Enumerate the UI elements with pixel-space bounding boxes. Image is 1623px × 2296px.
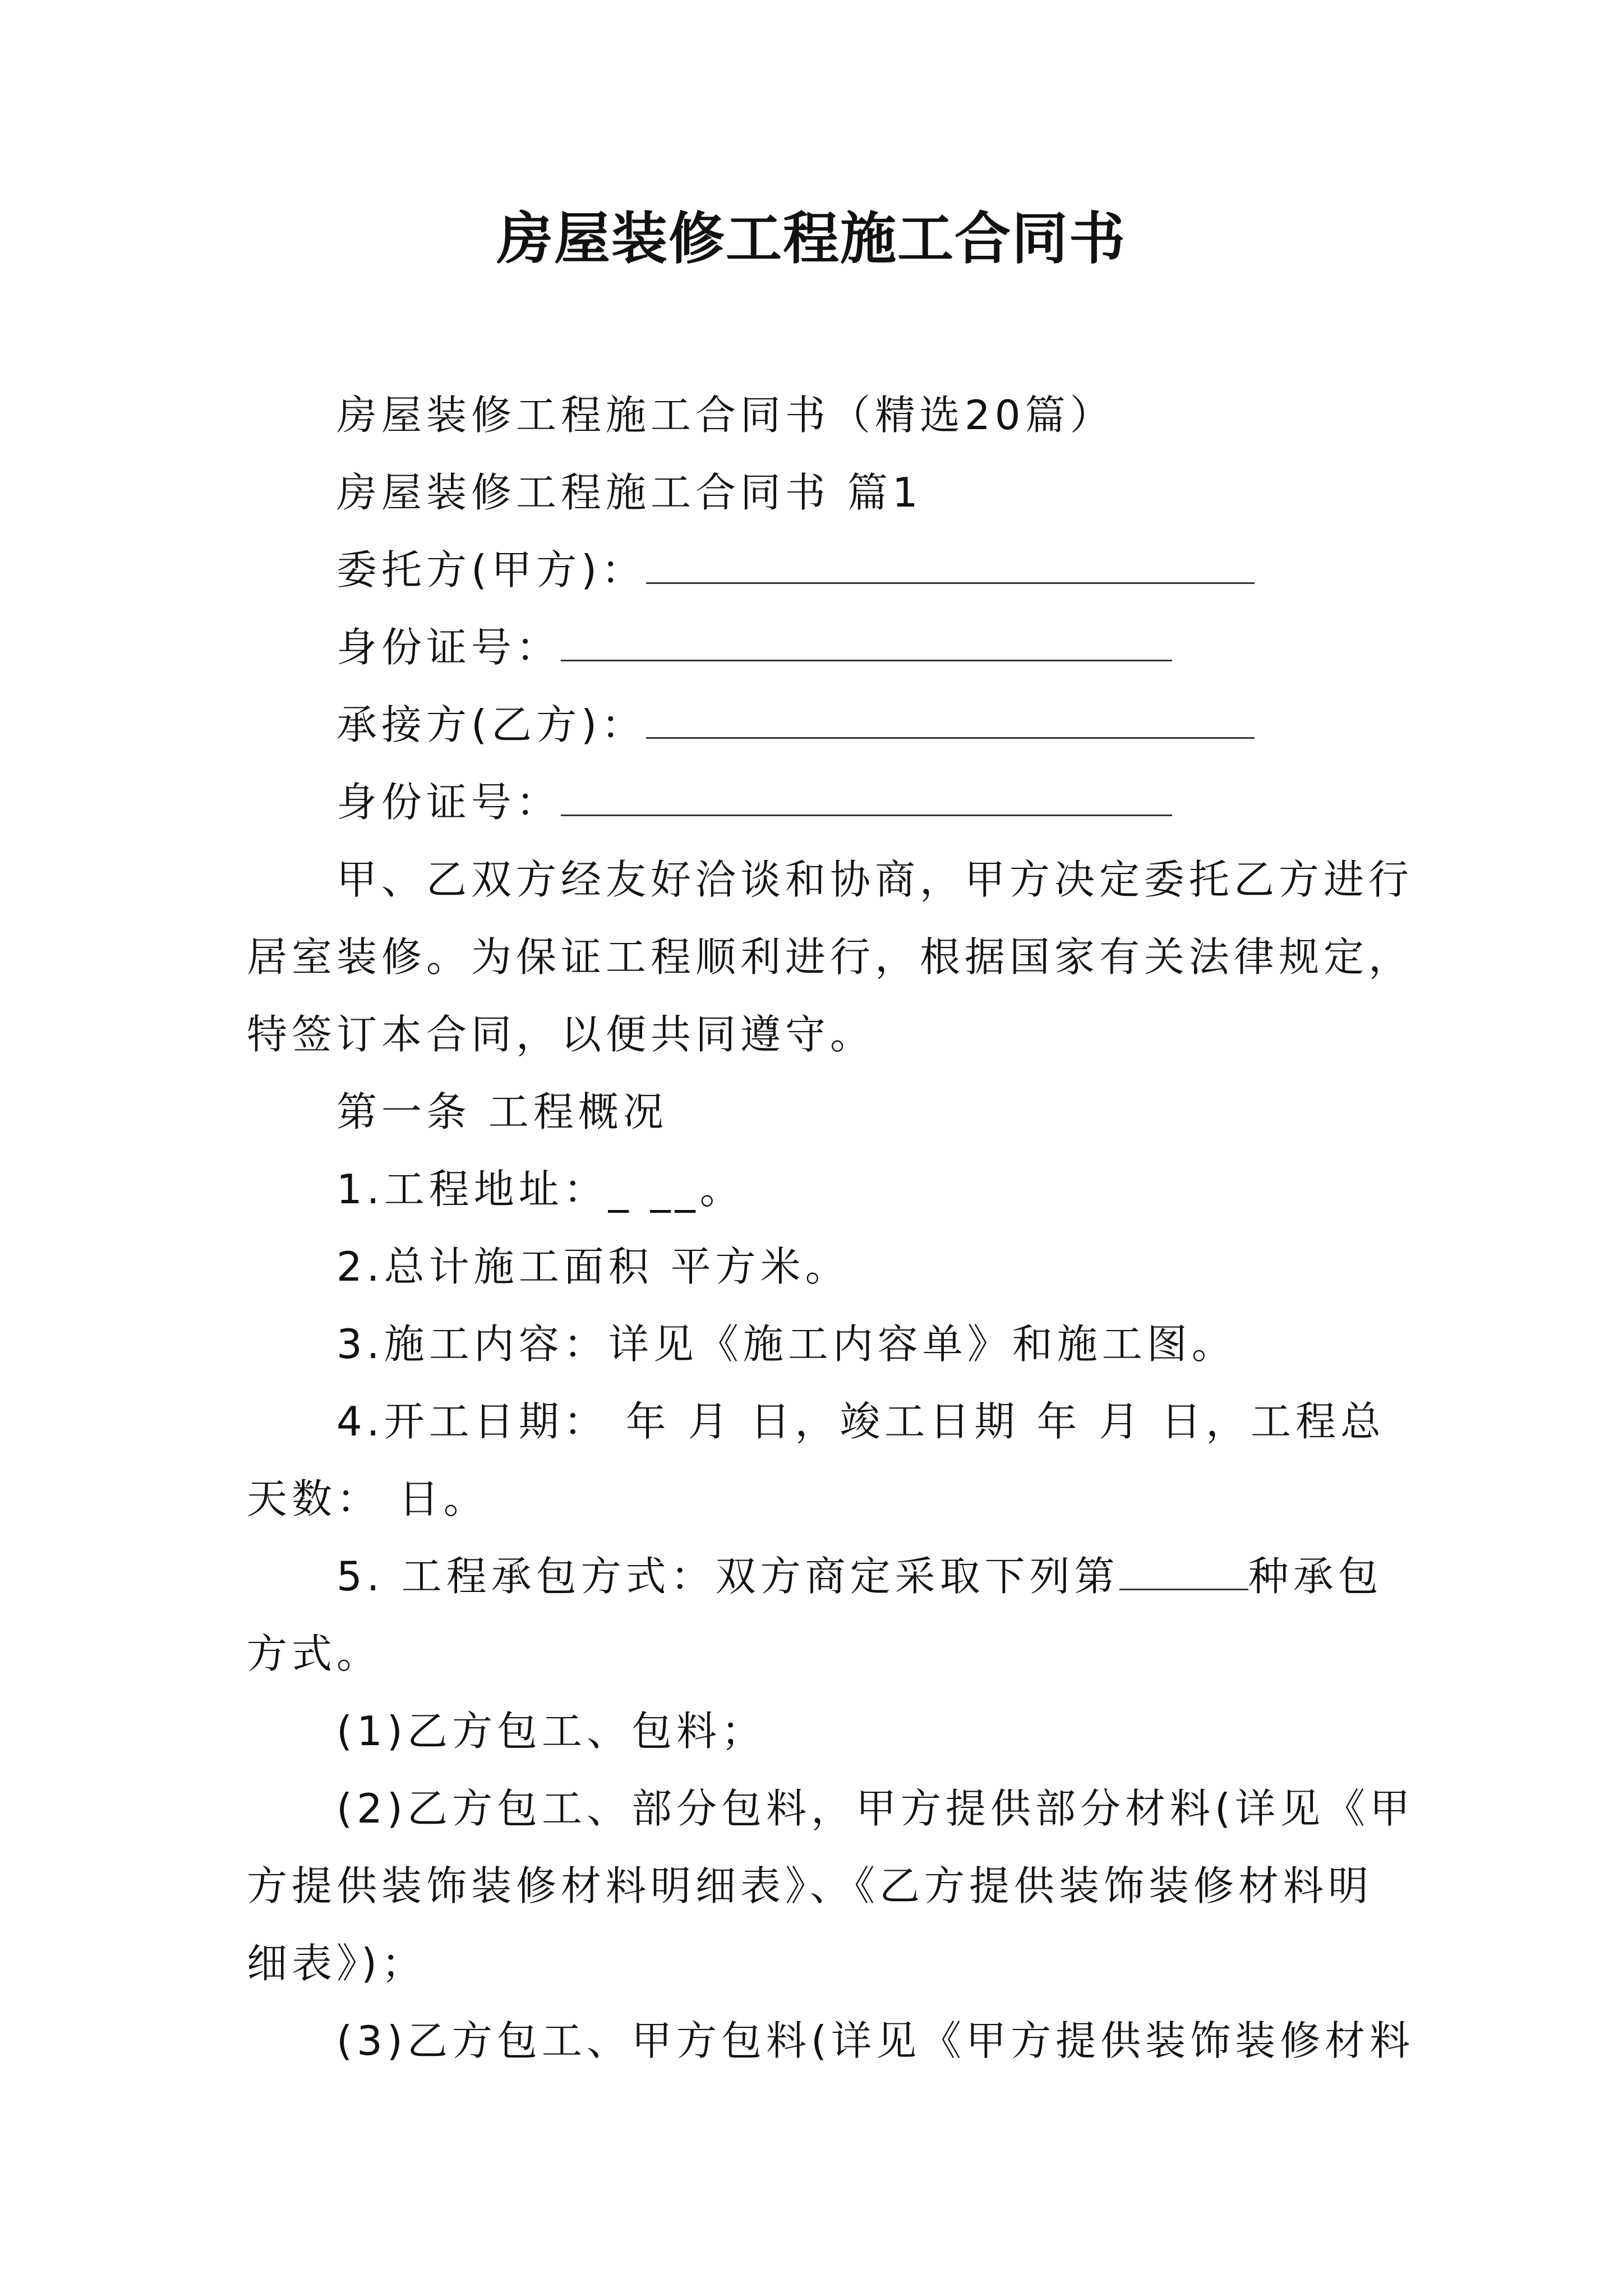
intro-line-2: 居室装修。为保证工程顺利进行，根据国家有关法律规定， bbox=[247, 933, 1414, 981]
id1-label: 身份证号： bbox=[336, 624, 561, 671]
article-1-item-4-line-1: 4.开工日期： 年 月 日，竣工日期 年 月 日，工程总 bbox=[336, 1398, 1386, 1445]
option-2-line-3: 细表》)； bbox=[247, 1940, 427, 1987]
contractor-label: 承接方(乙方)： bbox=[336, 701, 647, 748]
id1-field-row bbox=[336, 619, 1172, 675]
option-3-line-1: (3)乙方包工、甲方包料(详见《甲方提供装饰装修材料 bbox=[336, 2017, 1415, 2064]
intro-line-1: 甲、乙双方经友好洽谈和协商，甲方决定委托乙方进行 bbox=[336, 856, 1414, 903]
section-heading: 房屋装修工程施工合同书 篇1 bbox=[336, 469, 923, 516]
article-1-item-2: 2.总计施工面积 平方米。 bbox=[336, 1243, 850, 1290]
intro-line-3: 特签订本合同，以便共同遵守。 bbox=[247, 1011, 875, 1058]
page-title: 房屋装修工程施工合同书 bbox=[497, 205, 1126, 272]
client-field-row bbox=[336, 542, 1255, 598]
contractor-field-row bbox=[336, 697, 1255, 753]
document-subtitle: 房屋装修工程施工合同书（精选20篇） bbox=[336, 392, 1115, 439]
option-2-line-2: 方提供装饰装修材料明细表》、《乙方提供装饰装修材料明 bbox=[247, 1862, 1373, 1910]
article-1-item-5-line-1 bbox=[336, 1548, 1383, 1604]
article-1-item-4-line-2: 天数： 日。 bbox=[247, 1475, 488, 1522]
option-2-line-1: (2)乙方包工、部分包料，甲方提供部分材料(详见《甲 bbox=[336, 1785, 1415, 1832]
id2-field-row bbox=[336, 774, 1172, 830]
id2-label: 身份证号： bbox=[336, 779, 561, 826]
client-blank bbox=[646, 547, 1255, 584]
id2-blank bbox=[561, 780, 1172, 816]
id1-blank bbox=[561, 625, 1172, 661]
article-1-item-1: 1.工程地址：_ __。 bbox=[336, 1166, 745, 1213]
contractor-blank bbox=[646, 702, 1255, 739]
article-1-heading: 第一条 工程概况 bbox=[336, 1088, 668, 1135]
option-1: (1)乙方包工、包料； bbox=[336, 1708, 766, 1755]
article-1-item-3: 3.施工内容：详见《施工内容单》和施工图。 bbox=[336, 1320, 1237, 1368]
item-5-text-b: 种承包 bbox=[1248, 1553, 1383, 1600]
client-label: 委托方(甲方)： bbox=[336, 546, 647, 593]
item-5-blank bbox=[1119, 1554, 1248, 1590]
item-5-text-a: 5. 工程承包方式：双方商定采取下列第 bbox=[336, 1553, 1119, 1600]
article-1-item-5-line-2: 方式。 bbox=[247, 1630, 382, 1677]
